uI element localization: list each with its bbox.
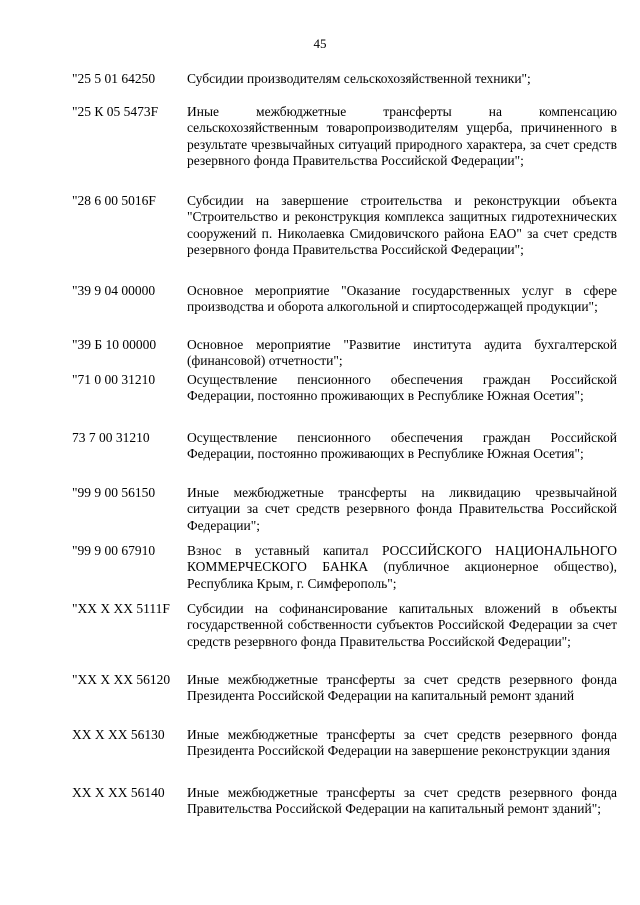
entry-text: Иные межбюджетные трансферты на компенсацию сельскохозяйственным товаропроизводителям ущерба, причиненного в результате чрезвычайных ситуаций природного характера, за счет средств резервного фонда Правительства Российской Федерации"; [187, 104, 617, 169]
entry-text: Взнос в уставный капитал РОССИЙСКОГО НАЦИОНАЛЬНОГО КОММЕРЧЕСКОГО БАНКА (публичное акционерное общество), Республика Крым, г. Симферополь"; [187, 543, 617, 591]
entry-text: Иные межбюджетные трансферты на ликвидацию чрезвычайной ситуации за счет средств резервного фонда Правительства Российской Федерации"; [187, 485, 617, 533]
entry-text: Основное мероприятие "Оказание государственных услуг в сфере производства и оборота алкогольной и спиртосодержащей продукции"; [187, 283, 617, 315]
entry-row [72, 672, 617, 705]
entry-code: "99 9 00 67910 [72, 543, 156, 558]
entry-row [72, 337, 617, 370]
entry-row [72, 430, 617, 463]
entry-code: "XX X XX 56120 [72, 672, 171, 687]
entry-code: "25 5 01 64250 [72, 71, 156, 86]
entry-text: Осуществление пенсионного обеспечения граждан Российской Федерации, постоянно проживающих в Республике Южная Осетия"; [187, 372, 617, 404]
entry-code: "25 К 05 5473F [72, 104, 159, 119]
entry-row [72, 283, 617, 316]
entry-row [72, 104, 617, 170]
entry-row [72, 727, 617, 760]
entry-text: Субсидии производителям сельскохозяйственной техники"; [187, 71, 531, 86]
entry-row [72, 485, 617, 534]
entry-row [72, 193, 617, 259]
entry-code: "XX X XX 5111F [72, 601, 170, 616]
entry-code: "71 0 00 31210 [72, 372, 156, 387]
entry-text: Субсидии на завершение строительства и реконструкции объекта "Строительство и реконструкция комплекса защитных гидротехнических сооружений п. Николаевка Смидовичского района ЕАО" за счет средств резервного фонда Правительства Российской Федерации"; [187, 193, 617, 258]
entry-text: Субсидии на софинансирование капитальных вложений в объекты государственной собственности субъектов Российской Федерации за счет средств резервного фонда Правительства Российской Федерации"; [187, 601, 617, 649]
entry-row [72, 372, 617, 405]
entry-row [72, 71, 617, 87]
entry-code: 73 7 00 31210 [72, 430, 150, 445]
entry-row [72, 785, 617, 818]
entry-row [72, 543, 617, 592]
entry-text: Иные межбюджетные трансферты за счет средств резервного фонда Президента Российской Федерации на капитальный ремонт зданий [187, 672, 617, 704]
entry-text: Иные межбюджетные трансферты за счет средств резервного фонда Правительства Российской Федерации на капитальный ремонт зданий"; [187, 785, 617, 817]
entry-code: "28 6 00 5016F [72, 193, 156, 208]
entry-text: Осуществление пенсионного обеспечения граждан Российской Федерации, постоянно проживающих в Республике Южная Осетия"; [187, 430, 617, 462]
entry-code: "99 9 00 56150 [72, 485, 156, 500]
entry-code: XX X XX 56140 [72, 785, 165, 800]
entry-row [72, 601, 617, 650]
entry-code: "39 Б 10 00000 [72, 337, 157, 352]
page-number: 45 [313, 36, 327, 51]
entry-code: XX X XX 56130 [72, 727, 165, 742]
entry-text: Иные межбюджетные трансферты за счет средств резервного фонда Президента Российской Федерации на завершение реконструкции здания [187, 727, 617, 759]
entry-text: Основное мероприятие "Развитие института аудита бухгалтерской (финансовой) отчетности"; [187, 337, 617, 369]
entry-code: "39 9 04 00000 [72, 283, 156, 298]
